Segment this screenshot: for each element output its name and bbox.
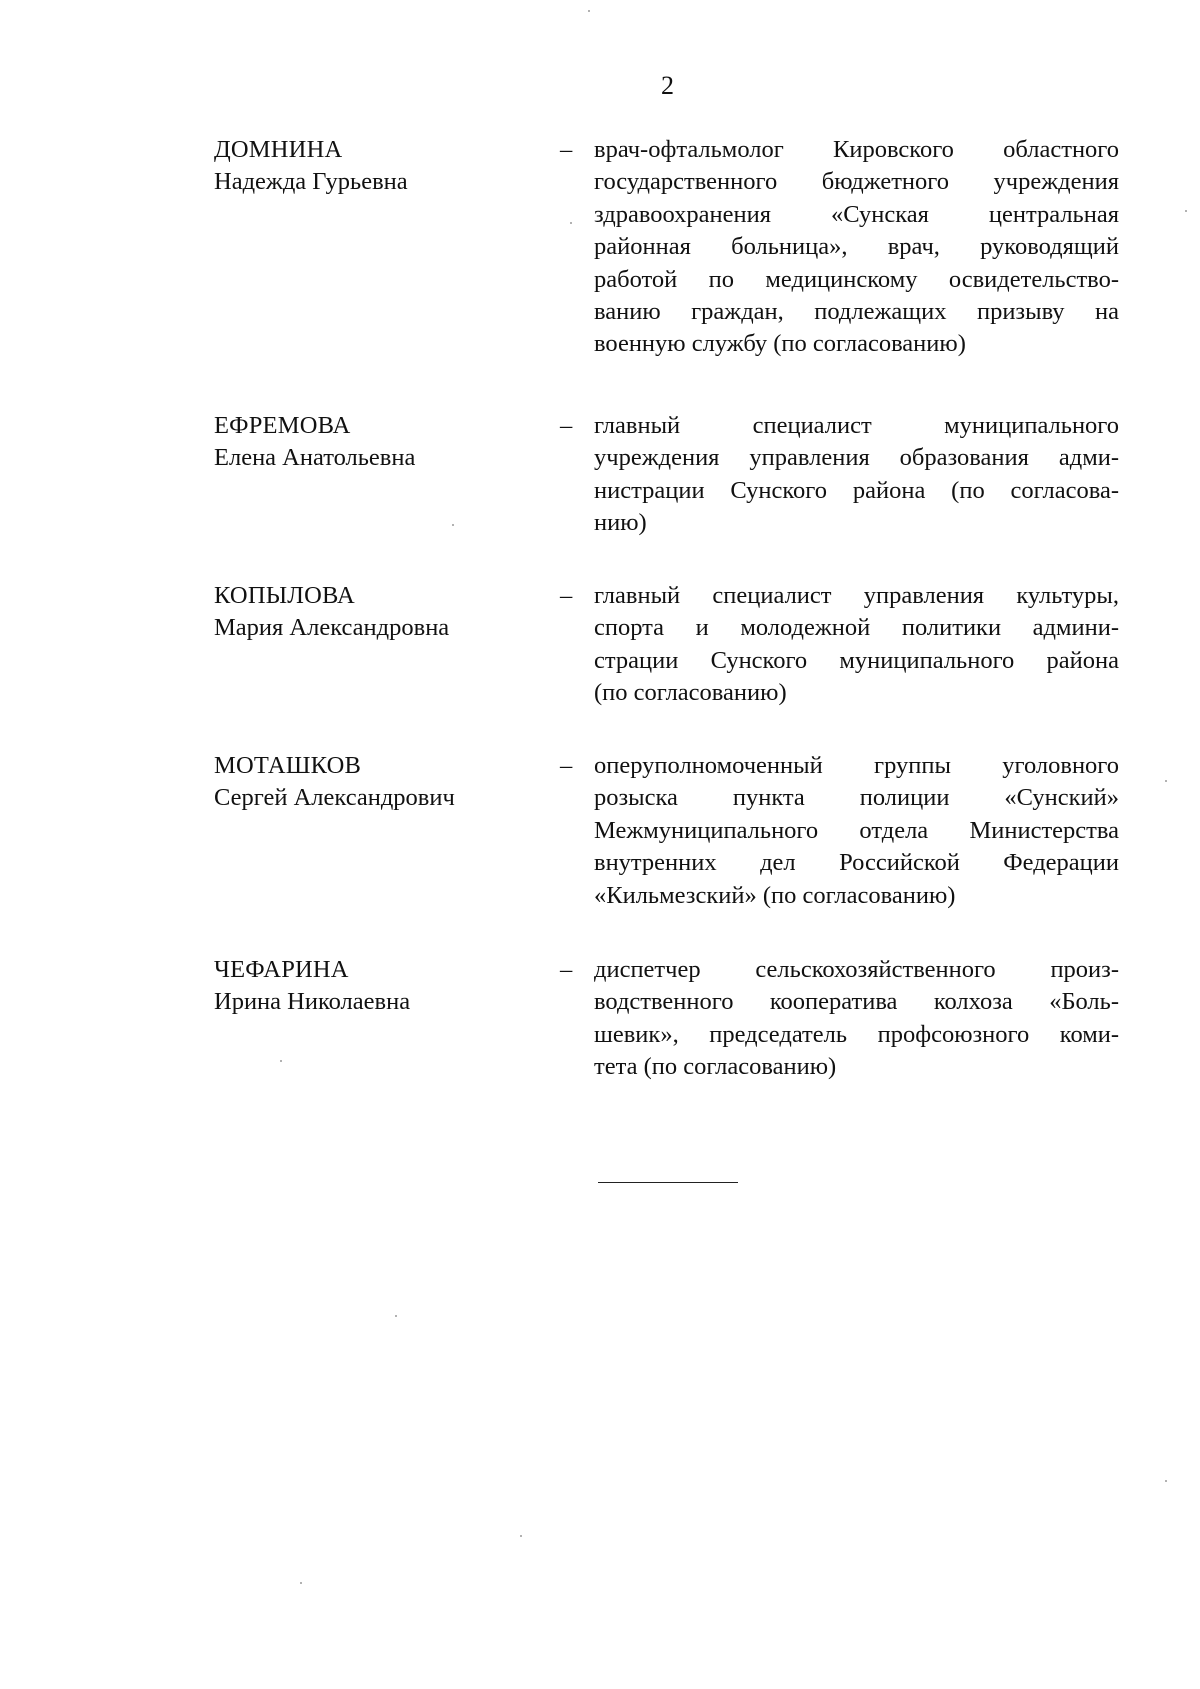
- role-line: «Кильмезский» (по согласованию): [594, 881, 956, 909]
- member-role-description: [594, 134, 1119, 361]
- role-line: районная больница», врач, руководящий: [594, 233, 1119, 261]
- scan-speck: [300, 1582, 302, 1584]
- member-surname: ЧЕФАРИНА: [214, 956, 349, 983]
- scan-speck: [570, 222, 572, 224]
- member-given-name: Сергей Александрович: [214, 784, 455, 812]
- member-name: [214, 580, 534, 645]
- role-line: нию): [594, 509, 647, 537]
- member-given-name: Ирина Николаевна: [214, 988, 411, 1016]
- role-line: ванию граждан, подлежащих призыву на: [594, 298, 1119, 326]
- member-name: [214, 954, 534, 1019]
- role-line: государственного бюджетного учреждения: [594, 168, 1119, 196]
- role-line: розыска пункта полиции «Сунский»: [594, 784, 1119, 812]
- scan-speck: [520, 1535, 522, 1537]
- scan-speck: [452, 524, 454, 526]
- role-line: водственного кооператива колхоза «Боль-: [594, 988, 1119, 1016]
- entry-dash: –: [560, 412, 573, 439]
- role-line: Межмуниципального отдела Министерства: [594, 816, 1119, 844]
- member-name: [214, 134, 534, 199]
- member-role-description: [594, 580, 1119, 710]
- member-role-description: [594, 410, 1119, 540]
- scan-speck: [280, 1060, 282, 1062]
- role-line: работой по медицинскому освидетельство-: [594, 265, 1119, 293]
- member-given-name: Надежда Гурьевна: [214, 168, 408, 196]
- page-number: 2: [661, 71, 674, 100]
- role-line: страции Сунского муниципального района: [594, 646, 1119, 674]
- member-surname: МОТАШКОВ: [214, 752, 361, 779]
- member-role-description: [594, 750, 1119, 912]
- member-surname: КОПЫЛОВА: [214, 582, 355, 609]
- entry-dash: –: [560, 582, 573, 609]
- role-line: военную службу (по согласованию): [594, 330, 966, 358]
- member-role-description: [594, 954, 1119, 1084]
- scan-speck: [395, 1315, 397, 1317]
- entry-dash: –: [560, 956, 573, 983]
- role-line: здравоохранения «Сунская центральная: [594, 200, 1119, 228]
- member-name: [214, 410, 534, 475]
- role-line: учреждения управления образования адми-: [594, 444, 1119, 472]
- role-line: внутренних дел Российской Федерации: [594, 849, 1119, 877]
- end-of-list-rule: [598, 1182, 738, 1183]
- member-surname: ДОМНИНА: [214, 136, 343, 163]
- member-given-name: Елена Анатольевна: [214, 444, 416, 472]
- role-line: врач-офтальмолог Кировского областного: [594, 136, 1119, 163]
- role-line: оперуполномоченный группы уголовного: [594, 752, 1119, 779]
- member-name: [214, 750, 534, 815]
- scan-speck: [1185, 210, 1187, 212]
- role-line: главный специалист управления культуры,: [594, 582, 1119, 609]
- role-line: спорта и молодежной политики админи-: [594, 614, 1119, 642]
- scan-speck: [1165, 1480, 1167, 1482]
- scan-speck: [1165, 780, 1167, 782]
- member-given-name: Мария Александровна: [214, 614, 450, 642]
- entry-dash: –: [560, 752, 573, 779]
- role-line: шевик», председатель профсоюзного коми-: [594, 1020, 1119, 1048]
- member-surname: ЕФРЕМОВА: [214, 412, 351, 439]
- entry-dash: –: [560, 136, 573, 163]
- role-line: главный специалист муниципального: [594, 412, 1119, 439]
- role-line: (по согласованию): [594, 679, 787, 707]
- scan-speck: [588, 10, 590, 12]
- role-line: диспетчер сельскохозяйственного произ-: [594, 956, 1119, 983]
- role-line: нистрации Сунского района (по согласова-: [594, 476, 1119, 504]
- role-line: тета (по согласованию): [594, 1053, 837, 1081]
